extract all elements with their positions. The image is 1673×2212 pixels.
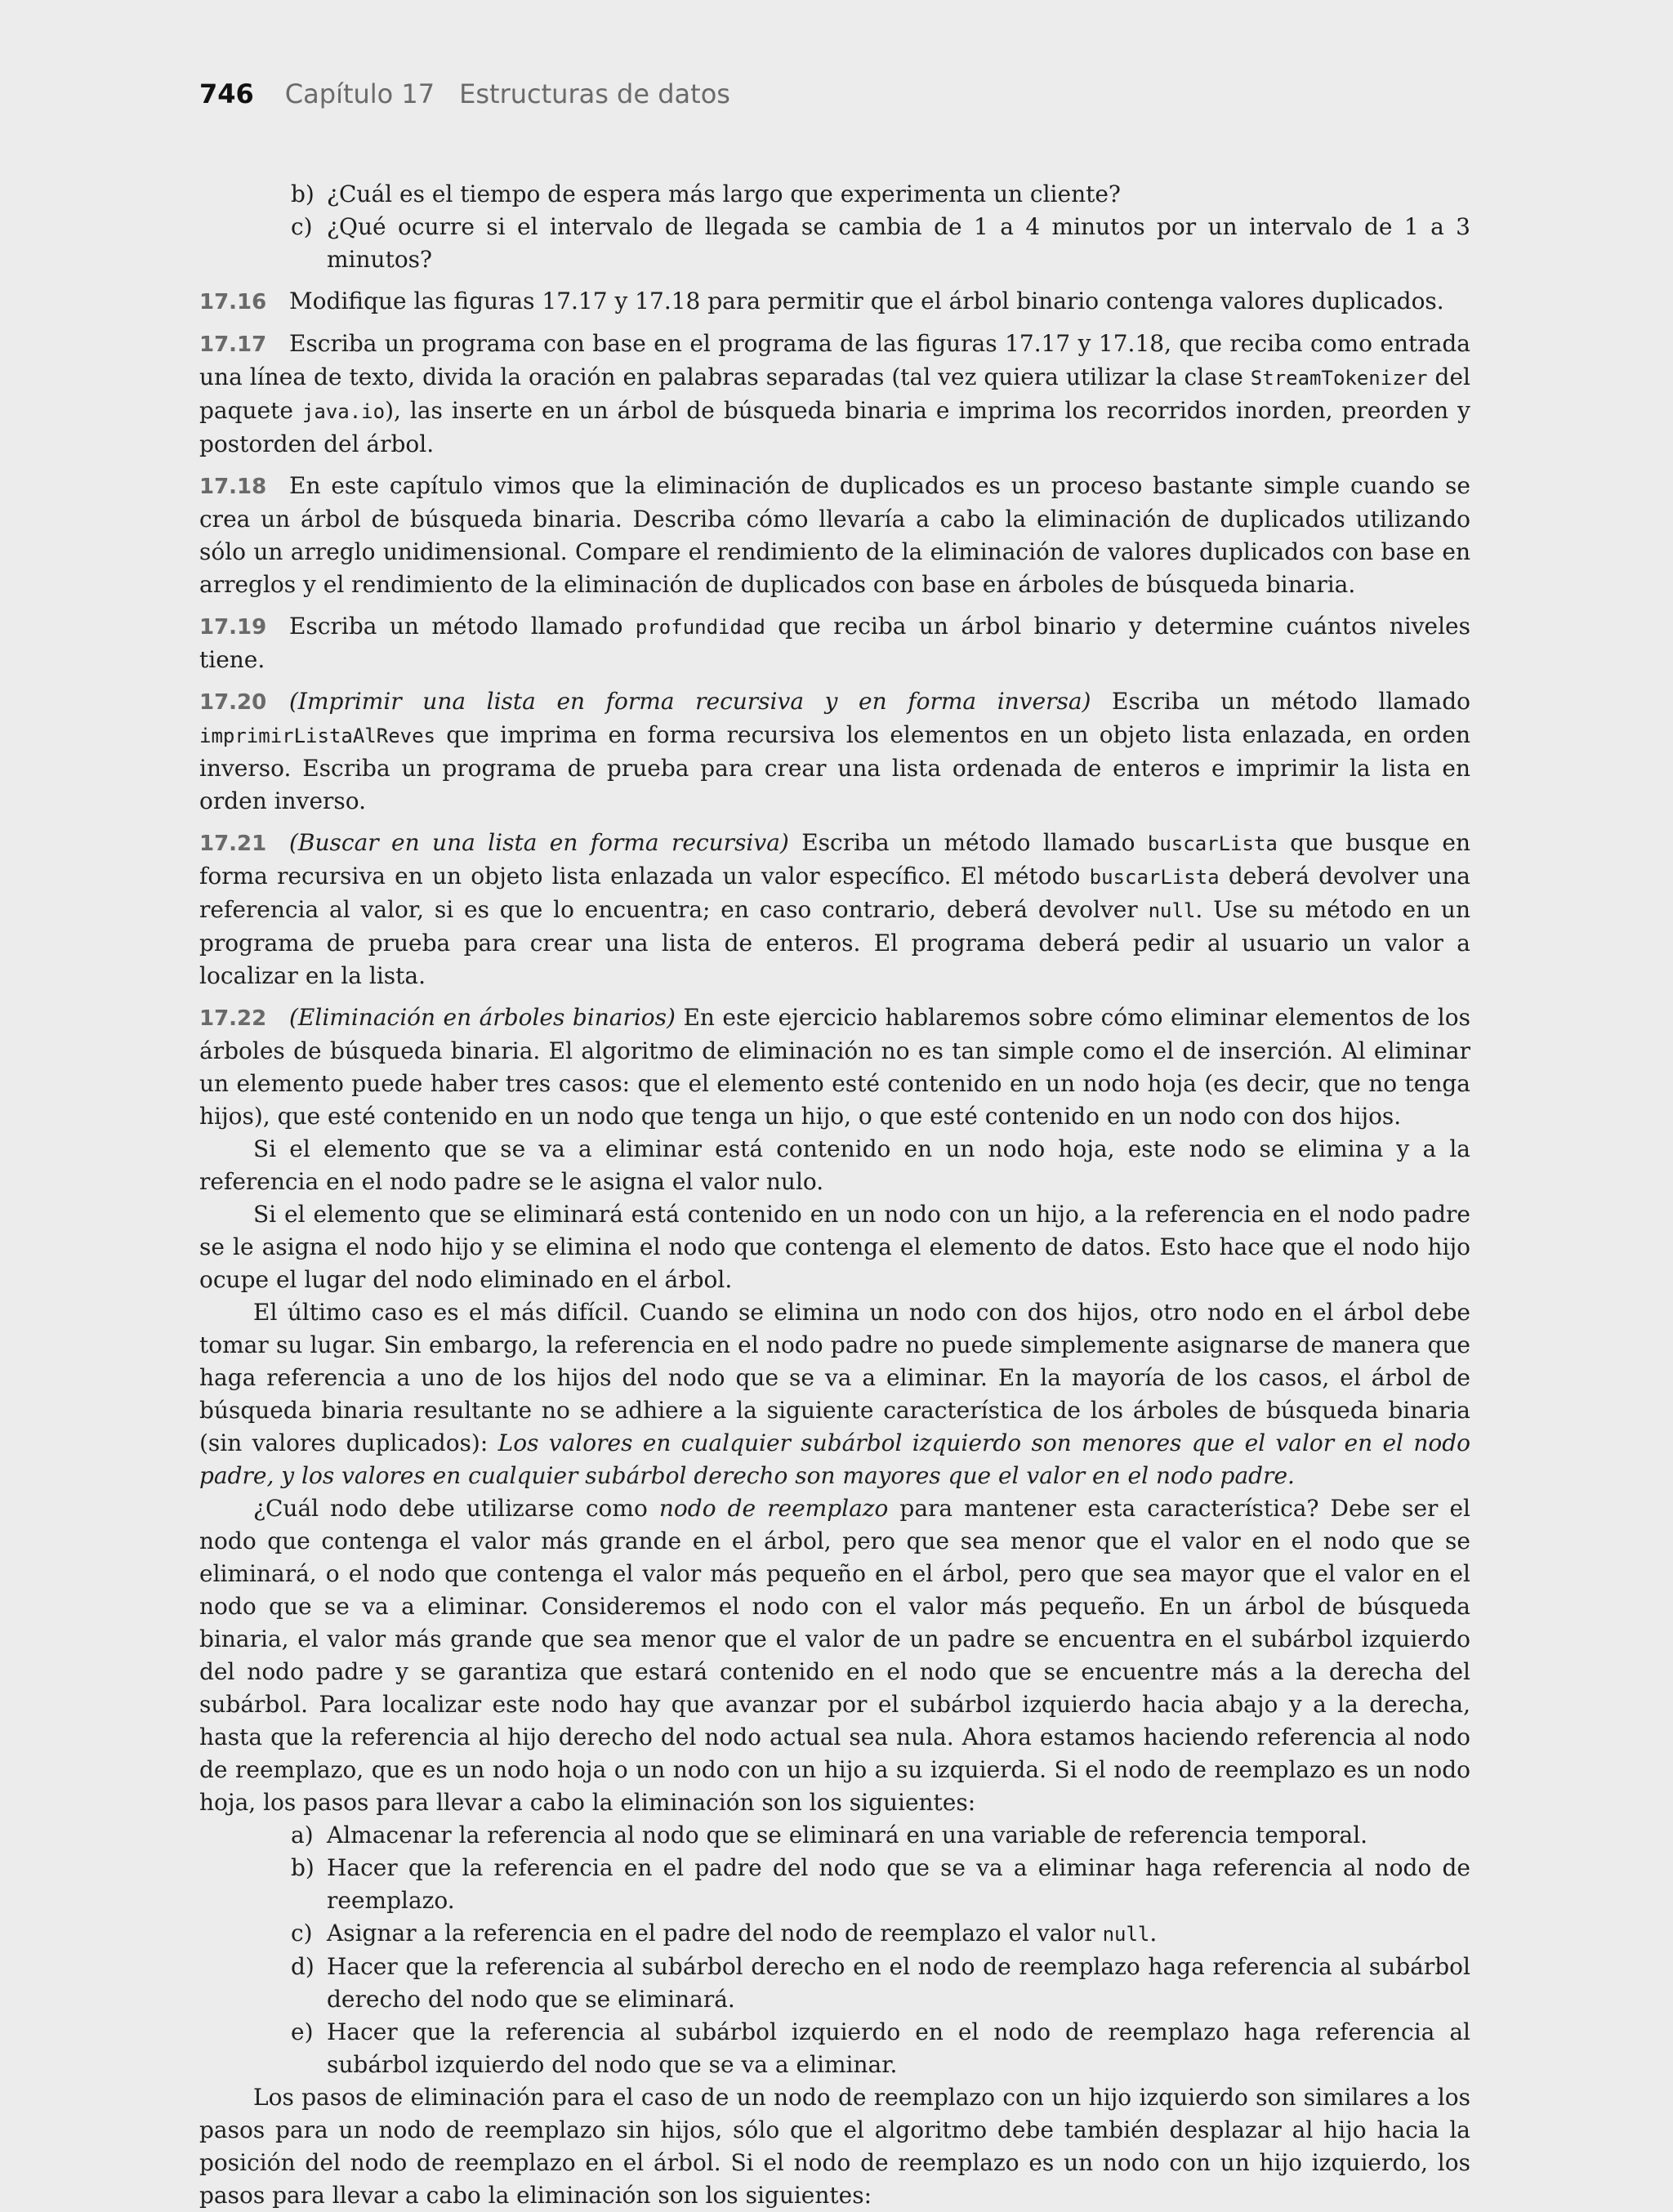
exercise-17-20 [199,685,1470,818]
item-text: . [1149,1920,1158,1947]
exercise-text: En este ejercicio hablaremos sobre cómo eliminar elementos de los árboles de búsqueda binaria. El algoritmo de eliminación no es tan simple como el de inserción. Al eliminar un elemento puede haber tres casos: que el elemento esté contenido en un nodo hoja (es decir, que no tenga hijos), que esté contenido en un nodo que tenga un hijo, o que esté contenido en un nodo con dos hijos. [199,1004,1470,1130]
exercise-text: . Use su método en un programa de prueba para crear una lista de enteros. El programa deberá pedir al usuario un valor a localizar en la lista. [199,896,1470,989]
page-number: 746 [199,78,254,109]
exercise-title: (Eliminación en árboles binarios) [289,1004,676,1031]
paragraph-text: ¿Cuál nodo debe utilizarse como [253,1495,659,1522]
code-span: null [1148,899,1196,922]
list-item [199,178,1470,211]
paragraph-text: El último caso es el más difícil. Cuando se elimina un nodo con dos hijos, otro nodo en el árbol debe tomar su lugar. Sin embargo, la referencia en el nodo padre no puede simplemente asignarse de manera que haga referencia a uno de los hijos del nodo que se va a eliminar. En la mayoría de los casos, el árbol de búsqueda binaria resultante no se adhiere a la siguiente característica de los árboles de búsqueda binaria (sin valores duplicados): [199,1299,1470,1456]
code-span: buscarLista [1089,866,1220,889]
exercise-number: 17.18 [199,475,267,499]
list-item [199,211,1470,276]
code-span: profundidad [635,616,765,639]
paragraph: Si el elemento que se eliminará está contenido en un nodo con un hijo, a la referencia en el nodo padre se le asigna el nodo hijo y se elimina el nodo que contenga el elemento de datos. Esto hace que el nodo hijo ocupe el lugar del nodo eliminado en el árbol. [199,1201,1470,1293]
chapter-title: Estructuras de datos [459,78,730,109]
code-span: imprimirListaAlReves [199,725,435,747]
list-item [199,2016,1470,2081]
code-span: buscarLista [1147,832,1278,855]
steps-list [199,1819,1470,2081]
exercise-text: Modifique las figuras 17.17 y 17.18 para permitir que el árbol binario contenga valores duplicados. [289,288,1444,314]
exercise-text: ), las inserte en un árbol de búsqueda binaria e imprima los recorridos inorden, preorden y postorden del árbol. [199,397,1470,457]
item-label: e) [291,2018,314,2045]
item-label: d) [291,1953,315,1980]
paragraph: Si el elemento que se va a eliminar está contenido en un nodo hoja, este nodo se elimina y a la referencia en el nodo padre se le asigna el valor nulo. [199,1135,1470,1195]
item-text: Asignar a la referencia en el padre del nodo de reemplazo el valor [327,1920,1103,1947]
exercise-text: Escriba un método llamado [1091,688,1470,715]
item-label: c) [291,1920,313,1947]
paragraph [199,1296,1470,1492]
exercise-title: (Buscar en una lista en forma recursiva) [289,829,789,856]
exercise-text: deberá devolver una referencia al valor, si es que lo encuentra; en caso contrario, deberá devolver [199,863,1470,923]
exercise-17-19 [199,610,1470,676]
exercise-number: 17.19 [199,615,267,640]
paragraph [199,1492,1470,1819]
code-span: null [1102,1923,1150,1946]
exercise-17-18 [199,470,1470,601]
list-item [199,1819,1470,1852]
exercise-17-21 [199,827,1470,992]
exercise-text: que busque en forma recursiva en un objeto lista enlazada un valor específico. El método [199,829,1470,890]
running-header [199,78,730,109]
exercise-text: En este capítulo vimos que la eliminación de duplicados es un proceso bastante simple cuando se crea un árbol de búsqueda binaria. Describa cómo llevaría a cabo la eliminación de duplicados utilizando sólo un arreglo unidimensional. Compare el rendimiento de la eliminación de valores duplicados con base en arreglos y el rendimiento de la eliminación de duplicados con base en árboles de búsqueda binaria. [199,472,1470,598]
exercise-text: Escriba un método llamado [289,613,636,640]
exercise-text: que reciba un árbol binario y determine cuántos niveles tiene. [199,613,1470,673]
item-label: c) [291,213,313,240]
exercise-number: 17.21 [199,832,267,856]
list-item [199,1951,1470,2016]
emphasis-text: nodo de reemplazo [658,1495,889,1522]
exercise-text: Escriba un programa con base en el programa de las figuras 17.17 y 17.18, que reciba como entrada una línea de texto, divida la oración en palabras separadas (tal vez quiera utilizar la clase [199,330,1470,390]
item-text: Hacer que la referencia al subárbol derecho en el nodo de reemplazo haga referencia al subárbol derecho del nodo que se eliminará. [327,1953,1470,2013]
exercise-text: Escriba un método llamado [788,829,1148,856]
item-label: a) [291,1822,314,1849]
exercise-text: que imprima en forma recursiva los elementos en un objeto lista enlazada, en orden inverso. Escriba un programa de prueba para crear una lista ordenada de enteros e imprimir la lista en orden inverso. [199,721,1470,814]
list-item [199,1852,1470,1917]
exercise-number: 17.16 [199,290,267,314]
exercise-number: 17.17 [199,332,267,357]
exercise-17-17 [199,328,1470,461]
exercise-text: del paquete [199,363,1470,424]
exercise-number: 17.20 [199,690,267,715]
exercise-title: (Imprimir una lista en forma recursiva y en forma inversa) [289,688,1091,715]
item-text: Hacer que la referencia en el padre del nodo que se va a eliminar haga referencia al nodo de reemplazo. [327,1854,1470,1914]
item-label: b) [291,1854,315,1881]
code-span: java.io [301,400,386,423]
code-span: StreamTokenizer [1250,367,1428,390]
exercise-number: 17.22 [199,1006,267,1031]
item-text: Almacenar la referencia al nodo que se eliminará en una variable de referencia temporal. [327,1822,1368,1849]
paragraph: Los pasos de eliminación para el caso de un nodo de reemplazo con un hijo izquierdo son similares a los pasos para un nodo de reemplazo sin hijos, sólo que el algoritmo debe también desplazar al hijo hacia la posición del nodo de reemplazo en el árbol. Si el nodo de reemplazo es un nodo con un hijo izquierdo, los pasos para llevar a cabo la eliminación son los siguientes: [199,2084,1470,2209]
chapter-label: Capítulo 17 [284,78,435,109]
exercise-17-22 [199,1001,1470,1133]
item-label: b) [291,181,315,207]
emphasis-text: Los valores en cualquier subárbol izquierdo son menores que el valor en el nodo padre, y los valores en cualquier subárbol derecho son mayores que el valor en el nodo padre. [199,1429,1470,1489]
list-item [199,1917,1470,1951]
item-text: Hacer que la referencia al subárbol izquierdo en el nodo de reemplazo haga referencia al subárbol izquierdo del nodo que se va a eliminar. [327,2018,1470,2078]
paragraph-text: para mantener esta característica? Debe ser el nodo que contenga el valor más grande en el árbol, pero que sea menor que el valor en el nodo que se eliminará, o el nodo que contenga el valor más pequeño en el árbol, pero que sea mayor que el valor en el nodo que se va a eliminar. Consideremos el nodo con el valor más pequeño. En un árbol de búsqueda binaria, el valor más grande que sea menor que el valor de un padre se encuentra en el subárbol izquierdo del nodo padre y se garantiza que estará contenido en el nodo que se encuentre más a la derecha del subárbol. Para localizar este nodo hay que avanzar por el subárbol izquierdo hacia abajo y a la derecha, hasta que la referencia al hijo derecho del nodo actual sea nula. Ahora estamos haciendo referencia al nodo de reemplazo, que es un nodo hoja o un nodo con un hijo a su izquierda. Si el nodo de reemplazo es un nodo hoja, los pasos para llevar a cabo la eliminación son los siguientes: [199,1495,1470,1816]
exercise-17-16 [199,285,1470,319]
item-text: ¿Qué ocurre si el intervalo de llegada se cambia de 1 a 4 minutos por un intervalo de 1 a 3 minutos? [327,213,1470,273]
item-text: ¿Cuál es el tiempo de espera más largo que experimenta un cliente? [327,181,1121,207]
page-body [199,178,1470,2212]
